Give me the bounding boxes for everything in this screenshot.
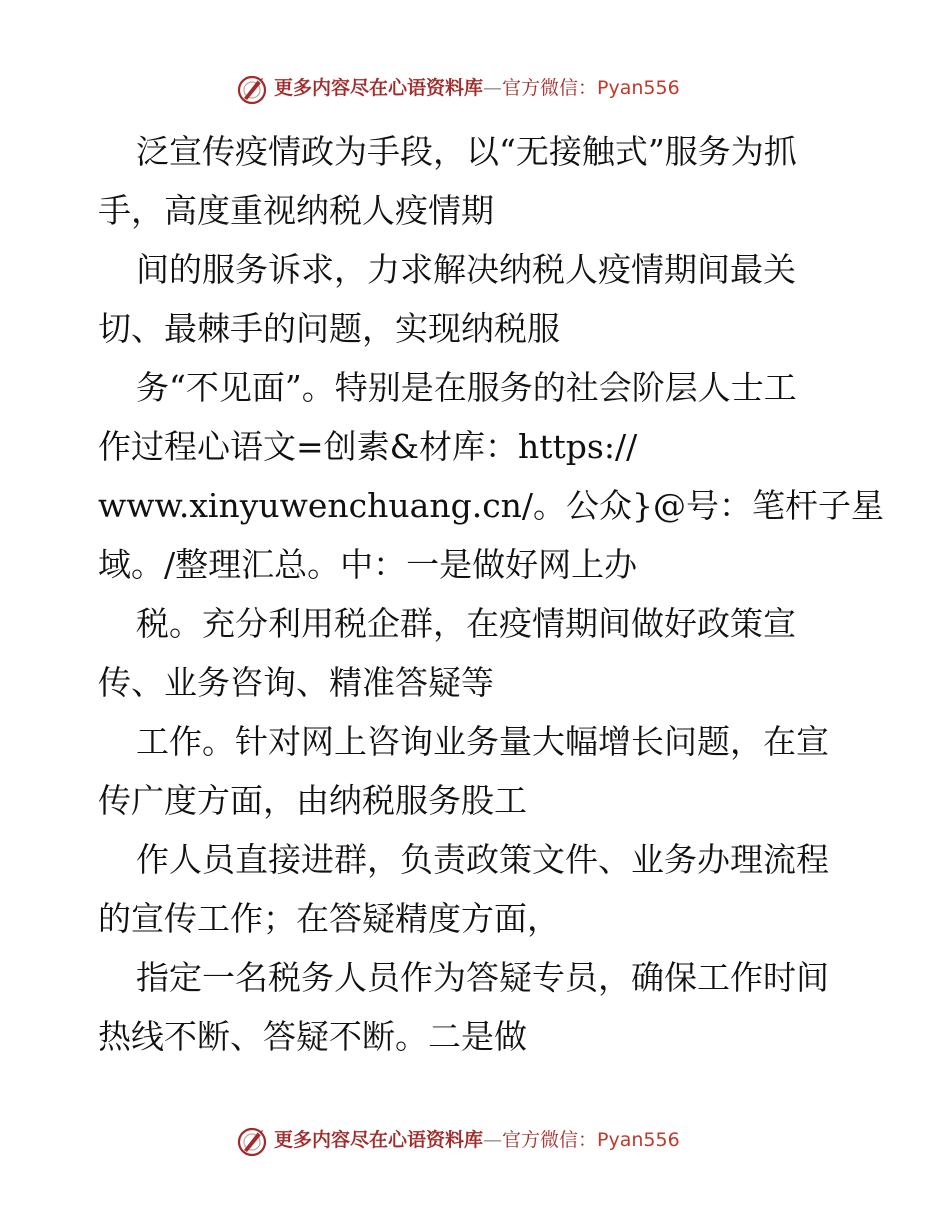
- text-line: 的宣传工作；在答疑精度方面，: [98, 899, 560, 938]
- text-line: 热线不断、答疑不断。二是做: [98, 1017, 527, 1056]
- banner-account: Pyan556: [597, 77, 680, 99]
- text-line: 务“不见面”。特别是在服务的社会阶层人士工: [136, 368, 797, 407]
- text-line: 手，高度重视纳税人疫情期: [98, 191, 494, 230]
- text-line: 泛宣传疫情政为手段，以“无接触式”服务为抓: [136, 132, 797, 171]
- banner-brand: 更多内容尽在心语资料库: [274, 77, 484, 99]
- banner-brand: 更多内容尽在心语资料库: [274, 1129, 484, 1151]
- text-line: 工作。针对网上咨询业务量大幅增长问题，在宣: [136, 722, 829, 761]
- text-line: 作人员直接进群，负责政策文件、业务办理流程: [136, 840, 829, 879]
- document-body: [98, 122, 885, 1066]
- text-line: 切、最棘手的问题，实现纳税服: [98, 309, 560, 348]
- quill-pen-seal-icon: [236, 1124, 270, 1158]
- banner-text: [274, 1128, 680, 1152]
- banner-text: [274, 76, 680, 100]
- banner-account: Pyan556: [597, 1129, 680, 1151]
- header-banner: [0, 70, 950, 110]
- quill-pen-seal-icon: [236, 72, 270, 106]
- text-line: 税。充分利用税企群，在疫情期间做好政策宣: [136, 604, 796, 643]
- banner-separator: —: [483, 77, 503, 99]
- text-line: 间的服务诉求，力求解决纳税人疫情期间最关: [136, 250, 796, 289]
- text-line: 指定一名税务人员作为答疑专员，确保工作时间: [136, 958, 829, 997]
- text-line: 作过程心语文=创素&材库：https://: [98, 427, 638, 466]
- footer-banner: [0, 1122, 950, 1162]
- banner-wechat-label: 官方微信：: [502, 77, 598, 99]
- text-line: www.xinyuwenchuang.cn/。公众}@号：笔杆子星: [98, 486, 885, 525]
- text-line: 传、业务咨询、精准答疑等: [98, 663, 494, 702]
- banner-wechat-label: 官方微信：: [502, 1129, 598, 1151]
- banner-separator: —: [483, 1129, 503, 1151]
- text-line: 域。/整理汇总。中：一是做好网上办: [98, 545, 638, 584]
- text-line: 传广度方面，由纳税服务股工: [98, 781, 527, 820]
